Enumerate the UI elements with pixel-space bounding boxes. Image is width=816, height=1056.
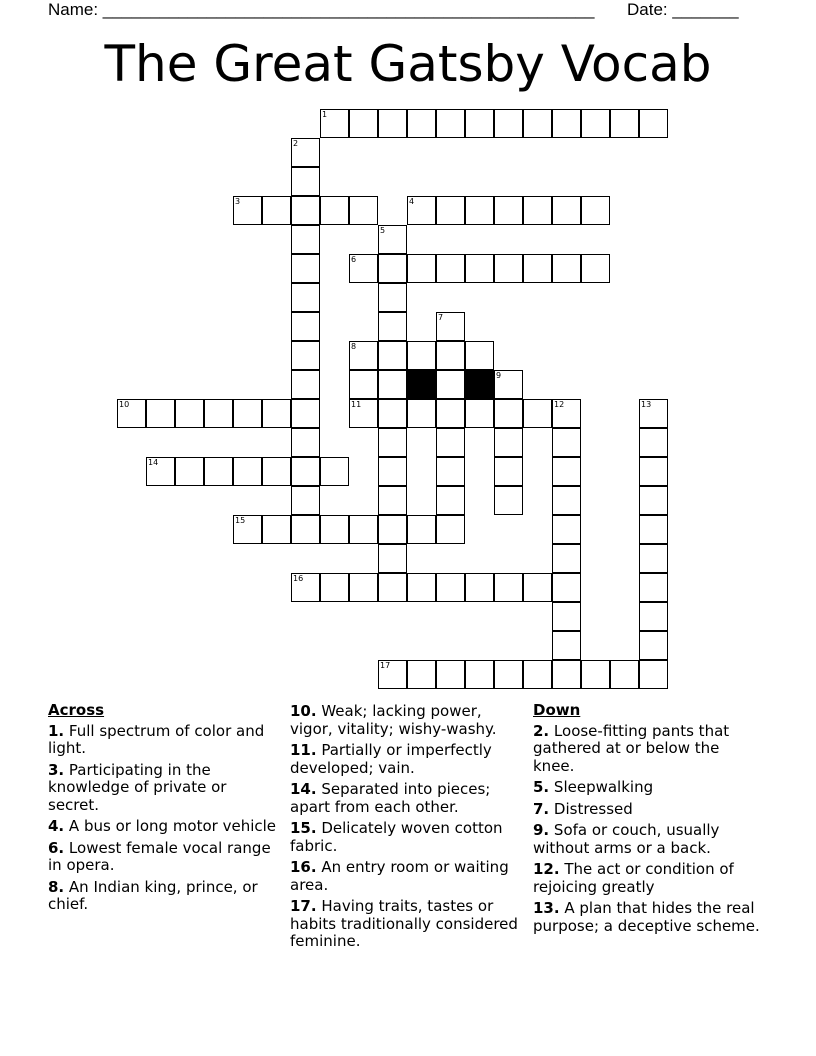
grid-cell[interactable] [552, 544, 581, 573]
grid-cell[interactable] [465, 660, 494, 689]
clue-across-6: 6. Lowest female vocal range in opera. [48, 838, 271, 874]
grid-cell[interactable] [581, 196, 610, 225]
grid-cell[interactable] [378, 486, 407, 515]
clue-number: 2 [293, 139, 299, 148]
grid-cell[interactable] [436, 399, 465, 428]
across-clues-column-1 [48, 702, 280, 918]
grid-cell[interactable] [436, 312, 465, 341]
grid-cell[interactable] [378, 457, 407, 486]
grid-cell[interactable] [639, 428, 668, 457]
grid-cell[interactable] [349, 573, 378, 602]
grid-cell[interactable] [610, 109, 639, 138]
grid-cell[interactable] [639, 631, 668, 660]
across-clues-column-2 [290, 703, 522, 955]
grid-cell[interactable] [291, 312, 320, 341]
grid-cell[interactable] [291, 399, 320, 428]
grid-cell[interactable] [407, 660, 436, 689]
grid-cell[interactable] [262, 457, 291, 486]
grid-cell[interactable] [233, 399, 262, 428]
grid-cell[interactable] [233, 196, 262, 225]
grid-cell[interactable] [378, 399, 407, 428]
grid-cell[interactable] [552, 399, 581, 428]
grid-cell[interactable] [610, 660, 639, 689]
clue-across-10: 10. Weak; lacking power, vigor, vitality; wishy-washy. [290, 702, 497, 738]
grid-cell[interactable] [378, 515, 407, 544]
grid-cell[interactable] [378, 573, 407, 602]
page-title: The Great Gatsby Vocab [104, 35, 712, 93]
grid-cell[interactable] [494, 370, 523, 399]
grid-cell[interactable] [233, 457, 262, 486]
clue-number: 3 [235, 197, 241, 206]
grid-cell[interactable] [378, 544, 407, 573]
grid-cell[interactable] [291, 370, 320, 399]
grid-cell[interactable] [494, 109, 523, 138]
clue-number: 5 [380, 226, 386, 235]
grid-cell[interactable] [117, 399, 146, 428]
clue-down-5: 5. Sleepwalking [533, 778, 654, 796]
grid-cell[interactable] [320, 109, 349, 138]
grid-cell[interactable] [291, 138, 320, 167]
grid-cell[interactable] [291, 283, 320, 312]
grid-cell[interactable] [639, 399, 668, 428]
clue-number: 17 [380, 661, 391, 670]
grid-cell[interactable] [465, 196, 494, 225]
grid-cell[interactable] [378, 283, 407, 312]
grid-cell[interactable] [465, 109, 494, 138]
grid-cell[interactable] [291, 428, 320, 457]
grid-cell[interactable] [407, 515, 436, 544]
grid-cell[interactable] [552, 196, 581, 225]
grid-cell[interactable] [552, 428, 581, 457]
clue-across-17: 17. Having traits, tastes or habits traditionally considered feminine. [290, 897, 518, 950]
grid-cell[interactable] [436, 660, 465, 689]
grid-cell[interactable] [494, 196, 523, 225]
grid-cell[interactable] [320, 515, 349, 544]
grid-cell[interactable] [349, 196, 378, 225]
grid-cell[interactable] [320, 196, 349, 225]
clue-across-15: 15. Delicately woven cotton fabric. [290, 819, 503, 855]
grid-cell[interactable] [291, 225, 320, 254]
grid-cell[interactable] [581, 254, 610, 283]
clue-across-16: 16. An entry room or waiting area. [290, 858, 509, 894]
grid-cell[interactable] [494, 486, 523, 515]
grid-cell[interactable] [552, 254, 581, 283]
grid-cell[interactable] [349, 341, 378, 370]
grid-cell[interactable] [523, 109, 552, 138]
clue-number: 6 [351, 255, 357, 264]
grid-cell[interactable] [233, 515, 262, 544]
grid-cell[interactable] [436, 109, 465, 138]
clue-number: 7 [438, 313, 444, 322]
grid-cell[interactable] [407, 109, 436, 138]
grid-cell[interactable] [465, 254, 494, 283]
grid-cell[interactable] [639, 573, 668, 602]
grid-cell[interactable] [378, 370, 407, 399]
grid-cell[interactable] [523, 573, 552, 602]
grid-cell[interactable] [378, 254, 407, 283]
grid-cell[interactable] [552, 457, 581, 486]
grid-cell[interactable] [291, 341, 320, 370]
grid-cell[interactable] [494, 399, 523, 428]
grid-cell[interactable] [465, 573, 494, 602]
grid-cell[interactable] [320, 573, 349, 602]
grid-cell[interactable] [436, 457, 465, 486]
grid-cell[interactable] [349, 399, 378, 428]
grid-block [407, 370, 436, 399]
grid-cell[interactable] [378, 225, 407, 254]
grid-cell[interactable] [639, 109, 668, 138]
grid-cell[interactable] [204, 399, 233, 428]
grid-cell[interactable] [291, 486, 320, 515]
down-heading: Down [533, 701, 581, 719]
grid-cell[interactable] [291, 254, 320, 283]
clue-number: 14 [148, 458, 159, 467]
clue-number: 12 [554, 400, 565, 409]
clue-across-1: 1. Full spectrum of color and light. [48, 721, 265, 757]
grid-cell[interactable] [378, 341, 407, 370]
grid-cell[interactable] [639, 515, 668, 544]
clue-down-2: 2. Loose-fitting pants that gathered at or below the knee. [533, 721, 730, 775]
grid-cell[interactable] [639, 457, 668, 486]
clue-number: 10 [119, 400, 130, 409]
clue-number: 4 [409, 197, 415, 206]
grid-cell[interactable] [349, 515, 378, 544]
grid-cell[interactable] [494, 457, 523, 486]
grid-cell[interactable] [291, 515, 320, 544]
grid-cell[interactable] [378, 109, 407, 138]
clue-across-3: 3. Participating in the knowledge of private or secret. [48, 760, 227, 814]
grid-cell[interactable] [523, 254, 552, 283]
grid-cell[interactable] [204, 457, 233, 486]
grid-cell[interactable] [494, 660, 523, 689]
grid-cell[interactable] [494, 573, 523, 602]
grid-cell[interactable] [494, 428, 523, 457]
across-heading: Across [48, 701, 105, 719]
grid-block [465, 370, 494, 399]
clue-number: 9 [496, 371, 502, 380]
clue-across-14: 14. Separated into pieces; apart from each other. [290, 780, 491, 816]
name-field-label: Name: ____________________________________________________ [48, 0, 595, 19]
grid-cell[interactable] [436, 196, 465, 225]
grid-cell[interactable] [407, 196, 436, 225]
grid-cell[interactable] [552, 486, 581, 515]
grid-cell[interactable] [552, 631, 581, 660]
grid-cell[interactable] [407, 254, 436, 283]
clue-down-7: 7. Distressed [533, 799, 633, 818]
grid-cell[interactable] [523, 660, 552, 689]
clue-number: 13 [641, 400, 652, 409]
grid-cell[interactable] [523, 399, 552, 428]
grid-cell[interactable] [465, 399, 494, 428]
grid-cell[interactable] [465, 341, 494, 370]
grid-cell[interactable] [436, 515, 465, 544]
grid-cell[interactable] [581, 109, 610, 138]
clue-number: 8 [351, 342, 357, 351]
grid-cell[interactable] [407, 399, 436, 428]
grid-cell[interactable] [581, 660, 610, 689]
clue-across-8: 8. An Indian king, prince, or chief. [48, 877, 258, 913]
grid-cell[interactable] [407, 341, 436, 370]
grid-cell[interactable] [436, 254, 465, 283]
grid-cell[interactable] [494, 254, 523, 283]
grid-cell[interactable] [552, 602, 581, 631]
grid-cell[interactable] [262, 196, 291, 225]
clue-down-9: 9. Sofa or couch, usually without arms or a back. [533, 821, 720, 857]
grid-cell[interactable] [436, 486, 465, 515]
grid-cell[interactable] [639, 602, 668, 631]
grid-cell[interactable] [291, 196, 320, 225]
grid-cell[interactable] [436, 341, 465, 370]
clue-number: 16 [293, 574, 304, 583]
grid-cell[interactable] [146, 457, 175, 486]
grid-cell[interactable] [407, 573, 436, 602]
grid-cell[interactable] [291, 457, 320, 486]
grid-cell[interactable] [146, 399, 175, 428]
grid-cell[interactable] [436, 428, 465, 457]
grid-cell[interactable] [552, 573, 581, 602]
grid-cell[interactable] [262, 515, 291, 544]
grid-cell[interactable] [378, 660, 407, 689]
grid-cell[interactable] [175, 457, 204, 486]
grid-cell[interactable] [639, 486, 668, 515]
grid-cell[interactable] [291, 167, 320, 196]
grid-cell[interactable] [639, 660, 668, 689]
grid-cell[interactable] [436, 573, 465, 602]
grid-cell[interactable] [349, 109, 378, 138]
grid-cell[interactable] [436, 370, 465, 399]
grid-cell[interactable] [262, 399, 291, 428]
date-field-label: Date: _______ [627, 0, 739, 19]
clue-down-12: 12. The act or condition of rejoicing greatly [533, 860, 734, 896]
clue-number: 15 [235, 516, 246, 525]
grid-cell[interactable] [378, 428, 407, 457]
clue-down-13: 13. A plan that hides the real purpose; a deceptive scheme. [533, 899, 760, 935]
grid-cell[interactable] [320, 457, 349, 486]
grid-cell[interactable] [291, 573, 320, 602]
clue-across-11: 11. Partially or imperfectly developed; vain. [290, 741, 492, 777]
grid-cell[interactable] [349, 254, 378, 283]
clue-number: 11 [351, 400, 362, 409]
grid-cell[interactable] [552, 109, 581, 138]
grid-cell[interactable] [378, 312, 407, 341]
grid-cell[interactable] [175, 399, 204, 428]
grid-cell[interactable] [639, 544, 668, 573]
clue-number: 1 [322, 110, 328, 119]
grid-cell[interactable] [552, 660, 581, 689]
grid-cell[interactable] [552, 515, 581, 544]
down-clues-column [533, 702, 765, 939]
grid-cell[interactable] [523, 196, 552, 225]
grid-cell[interactable] [349, 370, 378, 399]
clue-across-4: 4. A bus or long motor vehicle [48, 817, 277, 835]
